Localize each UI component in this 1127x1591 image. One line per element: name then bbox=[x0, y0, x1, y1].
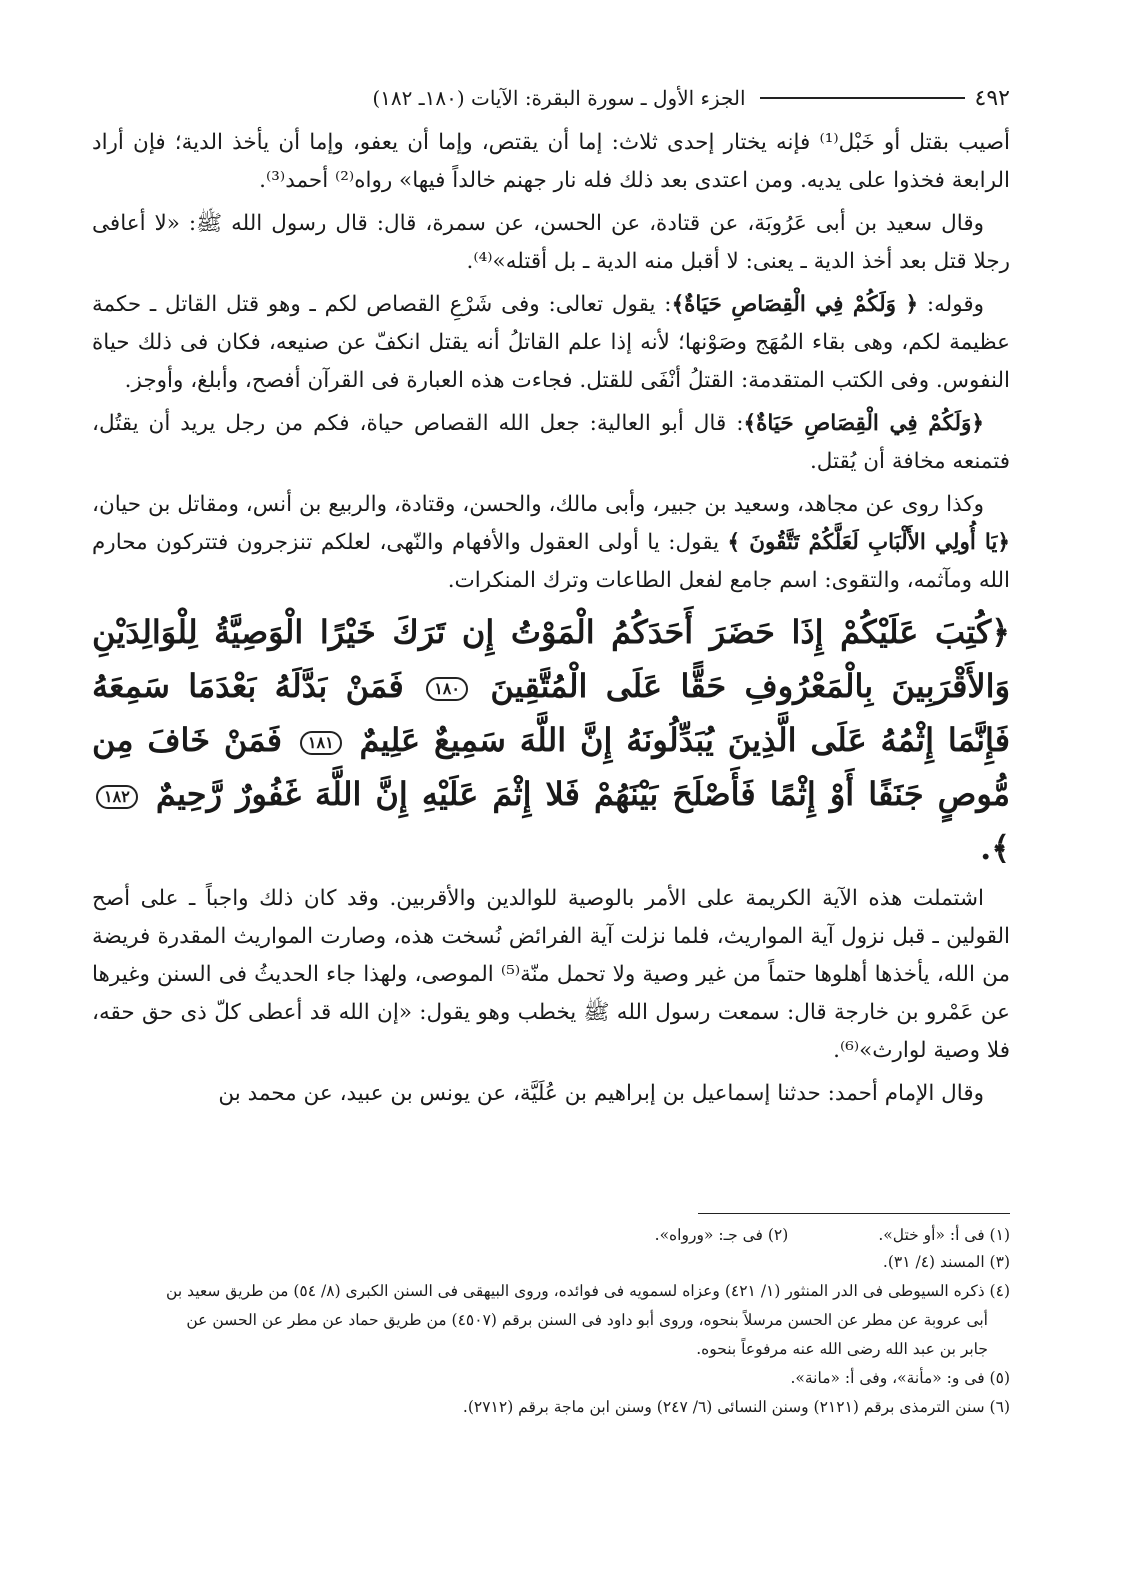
paragraph-6: اشتملت هذه الآية الكريمة على الأمر بالوصية للوالدين والأقربين. وقد كان ذلك واجباً ـ على أصح القولين ـ قبل نزول آية المواريث، فلما نزلت آية الفرائض نُسخت هذه، وصارت المواريث المقدرة فريضة من الله، يأخذها أهلوها حتماً من غير وصية ولا تحمل منّة⁽⁵⁾ الموصى، ولهذا جاء الحديثُ فى السنن وغيرها عن عَمْرو بن خارجة قال: سمعت رسول الله ﷺ يخطب وهو يقول: «إن الله قد أعطى كلّ ذى حق حقه، فلا وصية لوارث»⁽⁶⁾. bbox=[92, 886, 1010, 1063]
footnote-divider bbox=[698, 1213, 1010, 1214]
p4-rest: : قال أبو العالية: جعل الله القصاص حياة، فكم من رجل يريد أن يقتُل، فتمنعه مخافة أن يُقتل. bbox=[92, 411, 1010, 474]
quran-quote: ﴿ وَلَكُمْ فِي الْقِصَاصِ حَيَاةٌ﴾ bbox=[671, 292, 919, 317]
verse-181: فَمَنْ بَدَّلَهُ بَعْدَمَا سَمِعَهُ فَإِنَّمَا إِثْمُهُ عَلَى الَّذِينَ يُبَدِّلُونَهُ إِنَّ اللَّهَ سَمِيعٌ عَلِيمٌ bbox=[92, 667, 1011, 759]
footnote-4-line-3: جابر بن عبد الله رضى الله عنه مرفوعاً بنحوه. bbox=[696, 1340, 988, 1358]
verse-close: ﴾. bbox=[980, 829, 1010, 867]
footnote-5: (٥) فى و: «مأنة»، وفى أ: «مانة». bbox=[790, 1369, 1010, 1387]
footnote-6: (٦) سنن الترمذى برقم (٢١٢١) وسنن النسائى (٦/ ٢٤٧) وسنن ابن ماجة برقم (٢٧١٢). bbox=[462, 1398, 1010, 1416]
page-number: ٤٩٢ bbox=[974, 85, 1010, 111]
footnote-4-line-1: (٤) ذكره السيوطى فى الدر المنثور (١/ ٤٢١) وعزاه لسمويه فى فوائده، وروى البيهقى فى السنن الكبرى (٨/ ٥٤) من طريق سعيد بن bbox=[166, 1282, 1010, 1300]
footnote-4-line-2: أبى عروبة عن مطر عن الحسن مرسلاً بنحوه، وروى أبو داود فى السنن برقم (٤٥٠٧) من طريق حماد عن مطر عن الحسن عن bbox=[186, 1311, 988, 1329]
quran-verses bbox=[92, 605, 1010, 875]
verse-180: ﴿كُتِبَ عَلَيْكُمْ إِذَا حَضَرَ أَحَدَكُمُ الْمَوْتُ إِن تَرَكَ خَيْرًا الْوَصِيَّةُ لِلْوَالِدَيْنِ وَالأَقْرَبِينَ بِالْمَعْرُوفِ حَقًّا عَلَى الْمُتَّقِينَ bbox=[92, 613, 1011, 705]
quran-quote: ﴿يَا أُولِي الأَلْبَابِ لَعَلَّكُمْ تَتَّقُونَ ﴾ bbox=[727, 530, 1011, 555]
verse-number-181: ١٨١ bbox=[300, 731, 342, 755]
paragraph-4 bbox=[92, 405, 1010, 481]
footnote-3: (٣) المسند (٤/ ٣١). bbox=[882, 1253, 1010, 1271]
paragraph-3 bbox=[92, 286, 1010, 400]
p5-b: يقول: يا أولى العقول والأفهام والنّهى، لعلكم تنزجرون فتتركون محارم الله ومآثمه، والتقوى: اسم جامع لفعل الطاعات وترك المنكرات. bbox=[92, 530, 1010, 593]
running-header bbox=[92, 78, 1010, 118]
header-rule bbox=[760, 97, 965, 99]
paragraph-5 bbox=[92, 486, 1010, 600]
verse-182: فَمَنْ خَافَ مِن مُّوصٍ جَنَفًا أَوْ إِثْمًا فَأَصْلَحَ بَيْنَهُمْ فَلا إِثْمَ عَلَيْهِ إِنَّ اللَّهَ غَفُورٌ رَّحِيمٌ bbox=[92, 721, 1011, 813]
paragraph-7: وقال الإمام أحمد: حدثنا إسماعيل بن إبراهيم بن عُلَيَّة، عن يونس بن عبيد، عن محمد بن bbox=[218, 1081, 984, 1106]
main-text bbox=[92, 124, 1010, 1118]
p3-prefix: وقوله: bbox=[926, 292, 984, 317]
quran-quote: ﴿وَلَكُمْ فِي الْقِصَاصِ حَيَاةٌ﴾ bbox=[743, 411, 984, 436]
footnote-1: (١) فى أ: «أو ختل». bbox=[878, 1226, 1010, 1244]
paragraph-2: وقال سعيد بن أبى عَرُوبَة، عن قتادة، عن الحسن، عن سمرة، قال: قال رسول الله ﷺ: «لا أعافى رجلا قتل بعد أخذ الدية ـ يعنى: لا أقبل منه الدية ـ بل أقتله»⁽⁴⁾. bbox=[92, 211, 1010, 274]
verse-number-180: ١٨٠ bbox=[426, 677, 468, 701]
p5-a: وكذا روى عن مجاهد، وسعيد بن جبير، وأبى مالك، والحسن، وقتادة، والربيع بن أنس، ومقاتل بن حيان، bbox=[92, 492, 984, 517]
verse-number-182: ١٨٢ bbox=[96, 785, 138, 809]
footnotes bbox=[92, 1222, 1010, 1423]
header-title: الجزء الأول ـ سورة البقرة: الآيات (١٨٠ـ ١٨٢) bbox=[372, 86, 746, 110]
footnote-row bbox=[92, 1222, 1010, 1249]
p3-rest: : يقول تعالى: وفى شَرْعِ القصاص لكم ـ وهو قتل القاتل ـ حكمة عظيمة لكم، وهى بقاء المُهَج وصَوْنها؛ لأنه إذا علم القاتلُ أنه يقتل انكفّ عن صنيعه، فكان فى ذلك حياة النفوس. وفى الكتب المتقدمة: القتلُ أنْفَى للقتل. فجاءت هذه العبارة فى القرآن أفصح، وأبلغ، وأوجز. bbox=[92, 292, 1010, 393]
paragraph-1: أصيب بقتل أو خَبْل⁽¹⁾ فإنه يختار إحدى ثلاث: إما أن يقتص، وإما أن يعفو، وإما أن يأخذ الدية؛ فإن أراد الرابعة فخذوا على يديه. ومن اعتدى بعد ذلك فله نار جهنم خالداً فيها» رواه⁽²⁾ أحمد⁽³⁾. bbox=[92, 130, 1010, 193]
footnote-2: (٢) فى جـ: «ورواه». bbox=[654, 1226, 789, 1244]
